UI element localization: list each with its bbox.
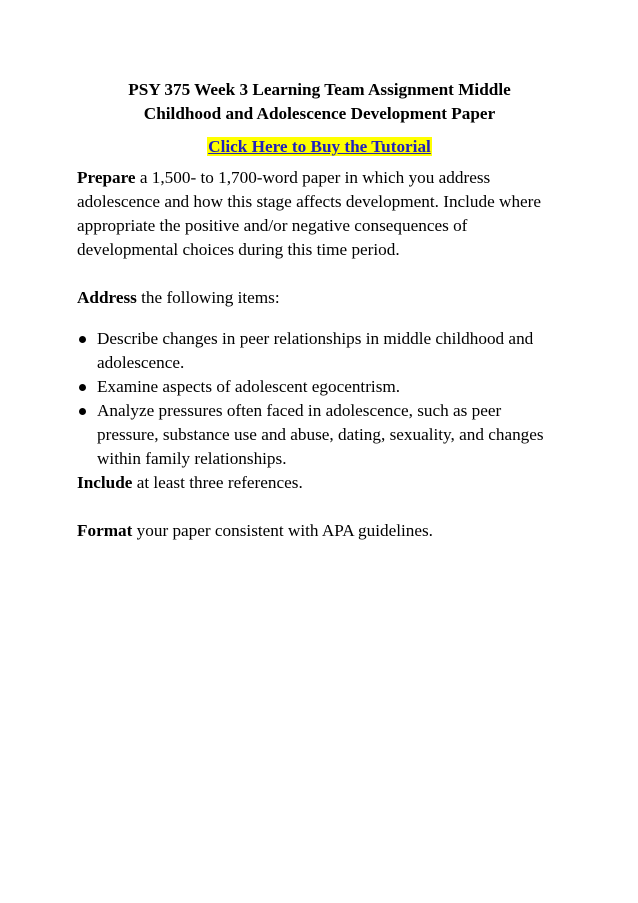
format-text: your paper consistent with APA guidelines.	[132, 521, 433, 540]
address-label: Address	[77, 288, 137, 307]
format-paragraph	[77, 519, 562, 543]
include-paragraph	[77, 471, 562, 495]
list-item	[77, 399, 562, 471]
list-item-text: Describe changes in peer relationships in middle childhood and adolescence.	[97, 329, 534, 372]
document-page	[77, 78, 562, 543]
include-text: at least three references.	[132, 473, 303, 492]
list-item-text: Analyze pressures often faced in adolescence, such as peer pressure, substance use and abuse, dating, sexuality, and changes within family relationships.	[97, 401, 544, 468]
list-item	[77, 327, 562, 375]
items-list	[77, 327, 562, 471]
bullet-icon	[79, 408, 86, 415]
title-line-2: Childhood and Adolescence Development Paper	[143, 104, 496, 123]
list-item-text: Examine aspects of adolescent egocentrism.	[97, 377, 401, 396]
prepare-paragraph	[77, 166, 562, 262]
bullet-icon	[79, 384, 86, 391]
address-paragraph	[77, 286, 562, 310]
buy-tutorial-link[interactable]: Click Here to Buy the Tutorial	[208, 137, 431, 156]
prepare-label: Prepare	[77, 168, 136, 187]
format-label: Format	[77, 521, 133, 540]
include-label: Include	[77, 473, 133, 492]
prepare-text: a 1,500- to 1,700-word paper in which you address adolescence and how this stage affects development. Include where appropriate the positive and/or negative consequences of developmental choices during this time period.	[77, 168, 542, 259]
list-item	[77, 375, 562, 399]
address-text: the following items:	[136, 288, 280, 307]
tutorial-link-wrapper	[77, 135, 562, 160]
title-line-1: PSY 375 Week 3 Learning Team Assignment Middle	[128, 80, 511, 99]
document-title	[77, 78, 562, 126]
bullet-icon	[79, 336, 86, 343]
